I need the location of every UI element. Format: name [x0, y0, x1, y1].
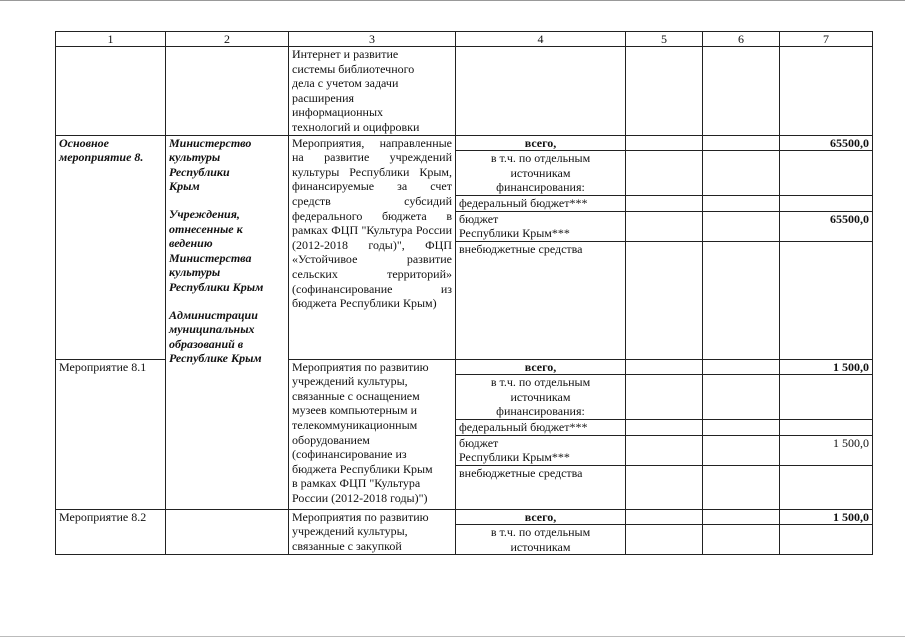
- funding-total-label: всего,: [524, 135, 557, 150]
- event-description: Мероприятия, направленные на развитие учреждений культуры Республики Крым, финансируемые за счет средств субсидий федерального бюджета в рамках ФЦП "Культура России (2012-2018 годы)", ФЦП «Устойчивое развитие сельских территорий» (софинансирование из бюджета Республики Крым): [289, 135, 456, 359]
- col6-cell: [703, 509, 780, 555]
- col6-cell: [703, 359, 780, 509]
- header-cell: 4: [456, 32, 626, 47]
- executor-administrations: Администрации муниципальных образований в Республике Крым: [169, 307, 262, 366]
- col5-cell: [626, 359, 703, 509]
- cell-empty: [780, 47, 873, 136]
- funding-total-label: всего,: [524, 359, 557, 374]
- col7-cell: [780, 359, 873, 509]
- table-row-intro: [56, 47, 873, 136]
- header-cell: 1: [56, 32, 166, 47]
- cell-empty: [456, 47, 626, 136]
- total-value: 1 500,0: [833, 509, 869, 524]
- funding-federal-label: федеральный бюджет***: [456, 195, 625, 211]
- event-title: Основное мероприятие 8.: [56, 135, 166, 359]
- executor-ministry: Министерство культуры Республики Крым: [169, 135, 252, 194]
- budget-value: 65500,0: [780, 211, 872, 241]
- total-value: 65500,0: [830, 135, 869, 150]
- funding-federal-label: федеральный бюджет***: [456, 419, 625, 435]
- col6-cell: [703, 135, 780, 359]
- cell-empty: [703, 47, 780, 136]
- funding-incl-label: в т.ч. по отдельным источникам финансирования:: [456, 374, 625, 419]
- funding-sources: [456, 135, 626, 359]
- cell-empty: [166, 47, 289, 136]
- event-title: Мероприятие 8.1: [56, 359, 166, 509]
- funding-extra-label: внебюджетные средства: [456, 241, 625, 257]
- header-cell: 2: [166, 32, 289, 47]
- event-description: Мероприятия по развитию учреждений культуры, связанные с оснащением музеев компьютерным и телекоммуникационным оборудованием (софинансирование из бюджета Республики Крым в рамках ФЦП "Культура России (2012-2018 годы)"): [289, 359, 456, 509]
- funding-sources: [456, 509, 626, 555]
- col5-cell: [626, 135, 703, 359]
- col5-cell: [626, 509, 703, 555]
- event-title: Мероприятие 8.2: [56, 509, 166, 555]
- col7-cell: [780, 509, 873, 555]
- col7-cell: [780, 135, 873, 359]
- funding-incl-label: в т.ч. по отдельным источникам: [456, 524, 625, 554]
- header-row: [56, 32, 873, 47]
- funding-budget-label: бюджет Республики Крым***: [456, 435, 625, 465]
- total-value: 1 500,0: [833, 359, 869, 374]
- cell-empty: [626, 47, 703, 136]
- funding-budget-label: бюджет Республики Крым***: [456, 211, 625, 241]
- scan-artifact-bottom: [0, 636, 905, 637]
- scan-artifact-top: [0, 0, 905, 1]
- header-cell: 7: [780, 32, 873, 47]
- executor-institutions: Учреждения, отнесенные к ведению Министерства культуры Республики Крым: [169, 206, 264, 294]
- document-table: [55, 31, 873, 555]
- event-description: Интернет и развитие системы библиотечного дела с учетом задачи расширения информационных технологий и оцифровки: [289, 47, 456, 136]
- funding-total-label: всего,: [524, 509, 557, 524]
- budget-value: 1 500,0: [780, 435, 872, 465]
- header-cell: 5: [626, 32, 703, 47]
- header-cell: 3: [289, 32, 456, 47]
- cell-empty: [56, 47, 166, 136]
- event-description: Мероприятия по развитию учреждений культуры, связанные с закупкой: [289, 509, 456, 555]
- cell-empty: [166, 509, 289, 555]
- header-cell: 6: [703, 32, 780, 47]
- funding-incl-label: в т.ч. по отдельным источникам финансирования:: [456, 150, 625, 195]
- funding-extra-label: внебюджетные средства: [456, 465, 625, 481]
- executors-cell: [166, 135, 289, 509]
- funding-sources: [456, 359, 626, 509]
- table-row-event-8-2: [56, 509, 873, 555]
- table-row-main-event: [56, 135, 873, 359]
